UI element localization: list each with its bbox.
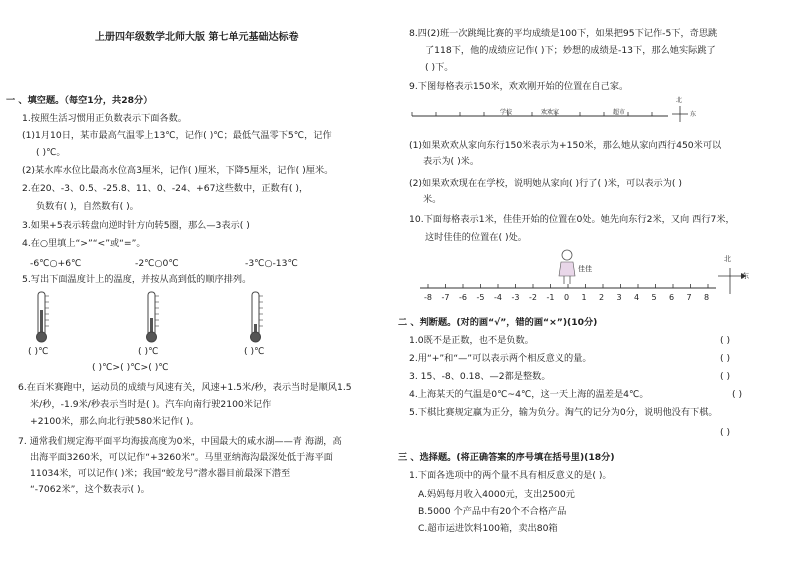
choice-1-option-c: C.超市运进饮料100箱，卖出80箱 — [418, 523, 558, 534]
q10-north-label: 北 — [724, 255, 731, 263]
number-line-label: -6 — [459, 293, 467, 302]
q10-girl-label: 佳佳 — [578, 265, 592, 273]
page-title: 上册四年级数学北师大版 第七单元基础达标卷 — [95, 32, 299, 43]
q6-line2: 米/秒，-1.9米/秒表示当时是( )。汽车向南行驶2100米记作 — [30, 399, 272, 410]
q1-2: (2)某水库水位比最高水位高3厘米，记作( )厘米，下降5厘米，记作( )厘米。 — [22, 165, 334, 176]
number-line-label: 8 — [704, 293, 710, 302]
thermo-answer-3: ( )℃ — [244, 346, 265, 357]
q9-label-school: 学校 — [500, 109, 513, 116]
number-line-label: -1 — [546, 293, 555, 302]
q4-item-2: -2℃○0℃ — [135, 258, 179, 269]
q7-line2: 出海平面3260米，可以记作“+3260米”。马里亚纳海沟最深处低于海平面 — [30, 452, 333, 463]
q9: 9.下图每格表示150米，欢欢刚开始的位置在自己家。 — [409, 81, 629, 92]
q4-item-1: -6℃○+6℃ — [30, 258, 82, 269]
number-line-label: 7 — [686, 293, 692, 302]
number-line-label: 6 — [669, 293, 675, 302]
q6-line3: +2100米，那么向北行驶580米记作( )。 — [30, 416, 199, 427]
q10-line2: 这时佳佳的位置在( )处。 — [425, 232, 527, 243]
judge-1-paren: ( ) — [720, 335, 731, 346]
q1-1-line2: ( )℃。 — [36, 147, 66, 158]
thermometer-1 — [37, 292, 50, 342]
q9-2-line1: (2)如果欢欢现在在学校，说明她从家向( )行了( )米，可以表示为( ) — [409, 178, 682, 189]
thermo-answer-1: ( )℃ — [28, 346, 49, 357]
judge-2: 2.用“+”和“—”可以表示两个相反意义的量。 — [409, 353, 592, 364]
judge-1: 1.0既不是正数，也不是负数。 — [409, 335, 534, 346]
q5-order: ( )℃>( )℃>( )℃ — [92, 362, 169, 373]
q1-title: 1.按照生活习惯用正负数表示下面各数。 — [22, 113, 187, 124]
judge-4-paren: ( ) — [732, 389, 743, 400]
judge-5-paren: ( ) — [720, 427, 731, 438]
number-line-label: -3 — [511, 293, 520, 302]
thermo-answer-2: ( )℃ — [138, 346, 159, 357]
q8-line2: 了118下，他的成绩应记作( )下；妙想的成绩是-13下，那么她实际跳了 — [425, 45, 716, 56]
judge-3: 3. 15、-8、0.18、—2都是整数。 — [409, 371, 551, 382]
choice-1: 1.下面各选项中的两个量不具有相反意义的是( )。 — [409, 470, 612, 481]
number-line-label: 1 — [581, 293, 587, 302]
q8-line1: 8.四(2)班一次跳绳比赛的平均成绩是100下，如果把95下记作-5下，奇思跳 — [409, 28, 718, 39]
q2-line1: 2.在20、-3、0.5、-25.8、11、0、-24、+67这些数中，正数有( )， — [22, 183, 309, 194]
thermometer-3 — [251, 292, 264, 342]
choice-1-option-b: B.5000 个产品中有20个不合格产品 — [418, 506, 567, 517]
choice-1-option-a: A.妈妈每月收入4000元，支出2500元 — [418, 489, 575, 500]
judge-5: 5.下棋比赛规定赢为正分，输为负分。淘气的记分为0分，说明他没有下棋。 — [409, 407, 718, 418]
q9-2-line2: 米。 — [423, 194, 442, 205]
judge-2-paren: ( ) — [720, 353, 731, 364]
q4-item-3: -3℃○-13℃ — [245, 258, 298, 269]
q9-compass-east: 东 — [690, 111, 697, 118]
q5: 5.写出下面温度计上的温度，并按从高到低的顺序排列。 — [22, 274, 252, 285]
q3: 3.如果+5表示转盘向逆时针方向转5圈，那么—3表示( ) — [22, 220, 250, 231]
number-line-label: -4 — [494, 293, 502, 302]
number-line-label: 4 — [634, 293, 640, 302]
q10-line1: 10.下面每格表示1米，佳佳开始的位置在0处。她先向东行2米，又向 西行7米， — [409, 214, 735, 225]
number-line-label: 2 — [599, 293, 605, 302]
q7-line3: 11034米，可以记作( )米；我国“蛟龙号”潜水器目前最深下潜至 — [30, 468, 291, 479]
q7-line1: 7. 通常我们规定海平面平均海拔高度为0米，中国最大的咸水湖——青 海湖，高 — [18, 436, 342, 447]
thermometer-2 — [147, 292, 160, 342]
q8-line3: ( )下。 — [425, 62, 454, 73]
number-line-label: -7 — [441, 293, 450, 302]
q1-1-line1: (1)1月10日，某市最高气温零上13℃，记作( )℃；最低气温零下5℃，记作 — [22, 130, 332, 141]
q9-compass-north: 北 — [676, 97, 683, 104]
number-line-label: 3 — [616, 293, 622, 302]
judge-3-paren: ( ) — [720, 371, 731, 382]
q9-label-market: 超市 — [613, 109, 626, 116]
q9-label-home: 欢欢家 — [541, 109, 560, 116]
q10-east-label: 东 — [742, 272, 749, 280]
q2-line2: 负数有( )，自然数有( )。 — [36, 201, 139, 212]
compass-small — [672, 106, 688, 122]
section-fill-blank: 一 、填空题。（每空1分，共28分） — [6, 95, 153, 106]
q9-1-line2: 表示为( )米。 — [423, 156, 480, 167]
girl-figure — [559, 250, 575, 284]
q9-1-line1: (1)如果欢欢从家向东行150米表示为+150米，那么她从家向西行450米可以 — [409, 140, 722, 151]
number-line-label: -2 — [529, 293, 537, 302]
section-judge: 二 、判断题。(对的画“√”，错的画“×”)(10分) — [398, 317, 598, 328]
judge-4: 4.上海某天的气温是0℃~4℃，这一天上海的温差是4℃。 — [409, 389, 649, 400]
q6-line1: 6.在百米赛跑中，运动员的成绩与风速有关，风速+1.5米/秒，表示当时是顺风1.5 — [18, 382, 352, 393]
q7-line4: “-7062米”，这个数表示( )。 — [30, 484, 150, 495]
q4: 4.在○里填上“>”“<”或“=”。 — [22, 238, 146, 249]
thermometers — [0, 288, 360, 344]
q9-map-line — [400, 94, 740, 128]
number-line-label: 0 — [564, 293, 570, 302]
number-line-label: -5 — [476, 293, 485, 302]
number-line-label: -8 — [424, 293, 432, 302]
section-choice: 三 、选择题。(将正确答案的序号填在括号里)(18分) — [398, 452, 615, 463]
number-line-label: 5 — [651, 293, 657, 302]
